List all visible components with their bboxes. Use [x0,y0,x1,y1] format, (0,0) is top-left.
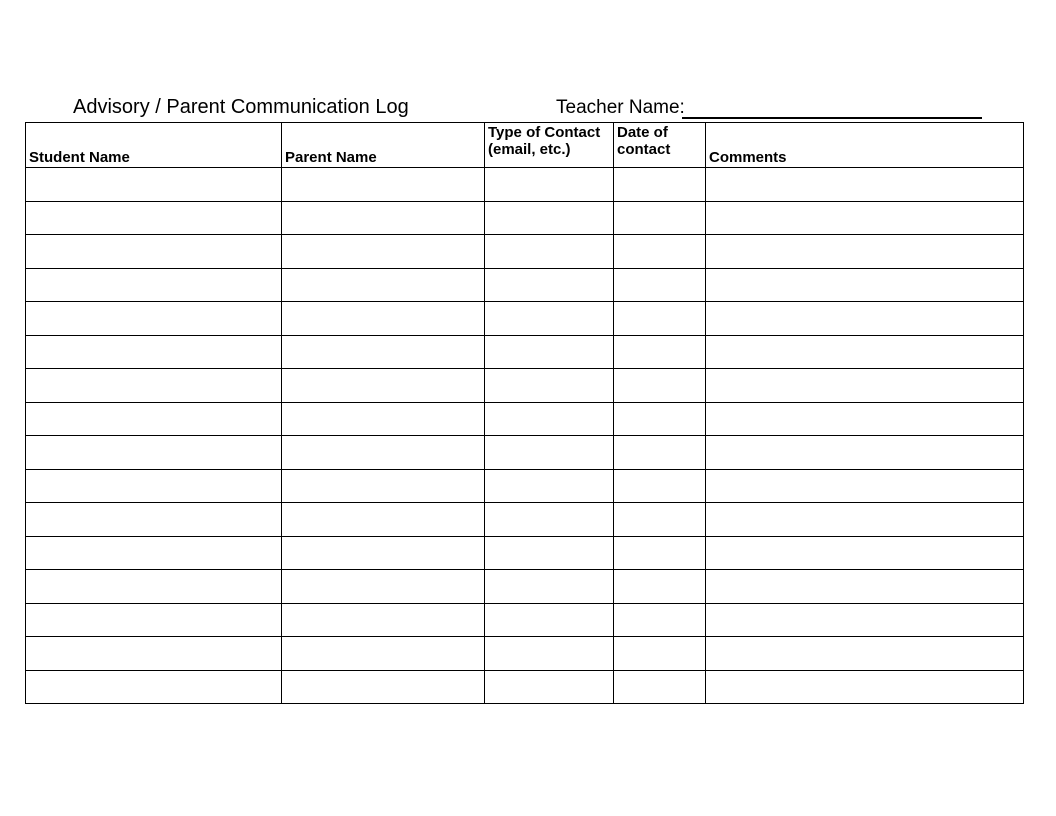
teacher-name-field[interactable] [682,117,982,119]
column-header-comments: Comments [706,123,1024,168]
comments-cell[interactable] [706,302,1024,336]
parent-name-cell[interactable] [282,268,485,302]
student-name-cell[interactable] [26,268,282,302]
student-name-cell[interactable] [26,637,282,671]
date-of-contact-cell[interactable] [614,168,706,202]
parent-name-cell[interactable] [282,369,485,403]
table-row [26,168,1024,202]
comments-cell[interactable] [706,536,1024,570]
type-of-contact-cell[interactable] [485,637,614,671]
date-of-contact-cell[interactable] [614,436,706,470]
comments-cell[interactable] [706,670,1024,704]
date-of-contact-cell[interactable] [614,503,706,537]
comments-cell[interactable] [706,436,1024,470]
table-row [26,570,1024,604]
table-row [26,536,1024,570]
date-of-contact-cell[interactable] [614,536,706,570]
table-row [26,235,1024,269]
type-of-contact-cell[interactable] [485,436,614,470]
column-header-parent-name: Parent Name [282,123,485,168]
parent-name-cell[interactable] [282,335,485,369]
log-body [26,168,1024,704]
type-of-contact-cell[interactable] [485,168,614,202]
comments-cell[interactable] [706,168,1024,202]
student-name-cell[interactable] [26,536,282,570]
table-row [26,369,1024,403]
comments-cell[interactable] [706,402,1024,436]
parent-name-cell[interactable] [282,168,485,202]
teacher-name-label: Teacher Name: [556,97,685,118]
comments-cell[interactable] [706,268,1024,302]
student-name-cell[interactable] [26,369,282,403]
date-of-contact-cell[interactable] [614,469,706,503]
type-of-contact-cell[interactable] [485,201,614,235]
date-of-contact-cell[interactable] [614,335,706,369]
date-of-contact-cell[interactable] [614,369,706,403]
column-header-student-name: Student Name [26,123,282,168]
type-of-contact-cell[interactable] [485,335,614,369]
column-header-date-of-contact: Date of contact [614,123,706,168]
parent-name-cell[interactable] [282,503,485,537]
date-of-contact-cell[interactable] [614,201,706,235]
date-of-contact-cell[interactable] [614,570,706,604]
table-row [26,402,1024,436]
comments-cell[interactable] [706,201,1024,235]
student-name-cell[interactable] [26,168,282,202]
parent-name-cell[interactable] [282,670,485,704]
type-of-contact-cell[interactable] [485,603,614,637]
student-name-cell[interactable] [26,201,282,235]
table-row [26,469,1024,503]
parent-name-cell[interactable] [282,603,485,637]
date-of-contact-cell[interactable] [614,637,706,671]
type-of-contact-cell[interactable] [485,235,614,269]
date-of-contact-cell[interactable] [614,603,706,637]
document-title: Advisory / Parent Communication Log [73,96,409,118]
date-of-contact-cell[interactable] [614,235,706,269]
type-of-contact-cell[interactable] [485,369,614,403]
type-of-contact-cell[interactable] [485,503,614,537]
comments-cell[interactable] [706,369,1024,403]
column-header-type-of-contact: Type of Contact (email, etc.) [485,123,614,168]
type-of-contact-cell[interactable] [485,402,614,436]
student-name-cell[interactable] [26,335,282,369]
parent-name-cell[interactable] [282,637,485,671]
parent-name-cell[interactable] [282,570,485,604]
parent-name-cell[interactable] [282,469,485,503]
student-name-cell[interactable] [26,235,282,269]
date-of-contact-cell[interactable] [614,670,706,704]
student-name-cell[interactable] [26,670,282,704]
comments-cell[interactable] [706,503,1024,537]
type-of-contact-cell[interactable] [485,302,614,336]
comments-cell[interactable] [706,603,1024,637]
student-name-cell[interactable] [26,603,282,637]
student-name-cell[interactable] [26,503,282,537]
parent-name-cell[interactable] [282,536,485,570]
table-row [26,603,1024,637]
table-row [26,268,1024,302]
date-of-contact-cell[interactable] [614,302,706,336]
type-of-contact-cell[interactable] [485,570,614,604]
type-of-contact-cell[interactable] [485,268,614,302]
type-of-contact-cell[interactable] [485,670,614,704]
date-of-contact-cell[interactable] [614,268,706,302]
parent-name-cell[interactable] [282,302,485,336]
table-row [26,436,1024,470]
table-row [26,637,1024,671]
type-of-contact-cell[interactable] [485,469,614,503]
table-row [26,335,1024,369]
comments-cell[interactable] [706,637,1024,671]
student-name-cell[interactable] [26,402,282,436]
parent-name-cell[interactable] [282,436,485,470]
communication-log-table [25,122,1024,704]
student-name-cell[interactable] [26,570,282,604]
student-name-cell[interactable] [26,469,282,503]
table-row [26,302,1024,336]
comments-cell[interactable] [706,335,1024,369]
type-of-contact-cell[interactable] [485,536,614,570]
table-row [26,670,1024,704]
comments-cell[interactable] [706,469,1024,503]
comments-cell[interactable] [706,570,1024,604]
student-name-cell[interactable] [26,436,282,470]
header-row [26,123,1024,168]
student-name-cell[interactable] [26,302,282,336]
date-of-contact-cell[interactable] [614,402,706,436]
comments-cell[interactable] [706,235,1024,269]
parent-name-cell[interactable] [282,235,485,269]
table-row [26,503,1024,537]
parent-name-cell[interactable] [282,402,485,436]
table-row [26,201,1024,235]
parent-name-cell[interactable] [282,201,485,235]
